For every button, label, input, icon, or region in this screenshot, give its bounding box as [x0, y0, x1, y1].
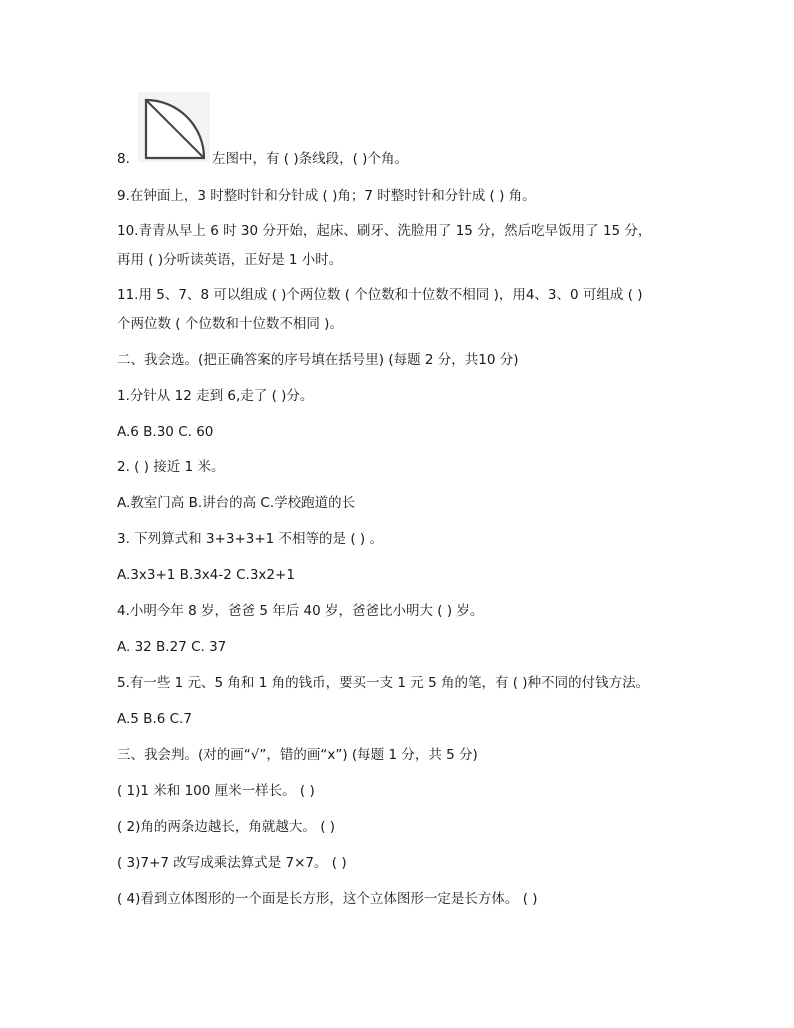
- s2-q2-options: A.教室门高 B.讲台的高 C.学校跑道的长: [117, 495, 356, 511]
- quarter-circle-sector-figure-icon: [138, 92, 210, 162]
- q10-line2: 再用 ( )分听读英语，正好是 1 小时。: [117, 252, 343, 268]
- s2-q1-options: A.6 B.30 C. 60: [117, 424, 214, 440]
- q10-line1: 10.青青从早上 6 时 30 分开始，起床、刷牙、洗脸用了 15 分，然后吃早饭用了 15 分，: [117, 223, 652, 239]
- s2-q5: 5.有一些 1 元、5 角和 1 角的钱币，要买一支 1 元 5 角的笔，有 ( )种不同的付钱方法。: [117, 675, 650, 691]
- s3-item-2: ( 2)角的两条边越长，角就越大。 ( ): [117, 819, 336, 835]
- s2-q3-options: A.3x3+1 B.3x4-2 C.3x2+1: [117, 567, 295, 583]
- s2-q4-options: A. 32 B.27 C. 37: [117, 639, 227, 655]
- q8-number: 8.: [117, 151, 130, 167]
- s3-item-3: ( 3)7+7 改写成乘法算式是 7×7。 ( ): [117, 855, 347, 871]
- s2-q4: 4.小明今年 8 岁，爸爸 5 年后 40 岁，爸爸比小明大 ( ) 岁。: [117, 603, 484, 619]
- q11-line2: 个两位数 ( 个位数和十位数不相同 )。: [117, 316, 343, 332]
- s2-q1: 1.分针从 12 走到 6,走了 ( )分。: [117, 388, 314, 404]
- s2-q5-options: A.5 B.6 C.7: [117, 711, 192, 727]
- s3-item-4: ( 4)看到立体图形的一个面是长方形，这个立体图形一定是长方体。 ( ): [117, 891, 538, 907]
- q9-text: 9.在钟面上，3 时整时针和分针成 ( )角；7 时整时针和分针成 ( ) 角。: [117, 188, 536, 204]
- s2-q2: 2. ( ) 接近 1 米。: [117, 459, 225, 475]
- q8-text: 左图中，有 ( )条线段，( )个角。: [212, 151, 408, 167]
- s3-item-1: ( 1)1 米和 100 厘米一样长。 ( ): [117, 783, 315, 799]
- section3-header: 三、我会判。(对的画“√”，错的画“x”) (每题 1 分，共 5 分): [117, 747, 478, 763]
- q11-line1: 11.用 5、7、8 可以组成 ( )个两位数 ( 个位数和十位数不相同 )，用4、3、0 可组成 ( ): [117, 287, 643, 303]
- section2-header: 二、我会选。(把正确答案的序号填在括号里) (每题 2 分，共10 分): [117, 352, 519, 368]
- s2-q3: 3. 下列算式和 3+3+3+1 不相等的是 ( ) 。: [117, 531, 383, 547]
